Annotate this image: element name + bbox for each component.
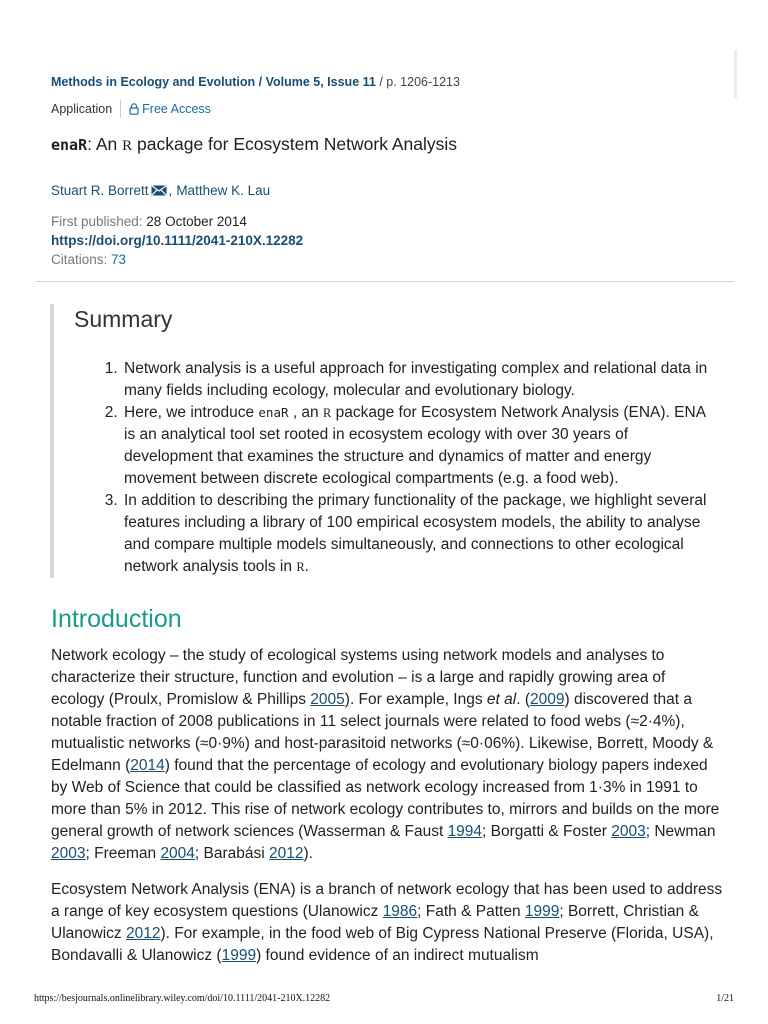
paragraph-text: ). For example, Ings — [344, 691, 487, 708]
paragraph-text: ; Barabási — [194, 845, 270, 862]
free-access-badge — [129, 102, 211, 116]
summary-item-text: package for Ecosystem Network Analysis (ENA). ENA is an analytical tool set rooted in ecosystem ecology with over 30 years of development that examines the structure and dynamics of matter and energy movement between discrete ecological compartments (e.g. a food web). — [124, 404, 706, 487]
breadcrumb-journal-link[interactable]: Methods in Ecology and Evolution — [51, 75, 256, 89]
mail-icon[interactable] — [151, 185, 167, 196]
paragraph-text: ; Fath & Patten — [417, 903, 525, 920]
citation-link[interactable]: 2012 — [125, 925, 161, 942]
citation-link[interactable]: 2009 — [530, 691, 565, 708]
article-title — [51, 134, 457, 155]
intro-paragraph-1 — [51, 645, 723, 865]
first-published-date: 28 October 2014 — [146, 214, 247, 229]
citation-link[interactable]: 2004 — [160, 845, 195, 862]
intro-paragraph-2 — [51, 879, 723, 967]
print-page-number: 1/21 — [716, 993, 734, 1004]
citation-link[interactable]: 1986 — [382, 903, 418, 920]
citation-link[interactable]: 2003 — [611, 823, 646, 840]
first-published-label: First published: — [51, 214, 147, 229]
publication-info — [51, 212, 303, 269]
citation-link[interactable]: 1994 — [447, 823, 483, 840]
paragraph-text: ; Freeman — [85, 845, 161, 862]
title-package-name: enaR — [51, 136, 88, 154]
first-published — [51, 212, 303, 231]
summary-heading: Summary — [74, 306, 173, 332]
paragraph-text: ) discovered that a notable fraction of 2008 publications in 11 select journals were related to food webs (≈2·4%), mutualistic networks (≈0·9%) and host-parasitoid networks (≈0·06%). Likewise, Borrett, Moody & Edelmann ( — [51, 691, 714, 774]
paragraph-text: ). — [303, 845, 313, 862]
summary-section — [50, 304, 714, 578]
summary-item — [122, 490, 714, 578]
breadcrumb-separator: / — [375, 75, 387, 89]
paragraph-text: Network ecology – the study of ecological systems using network models and analyses to characterize their structure, function and evolution – is a large and rapidly growing area of ecology (Proulx, Promislow & Phillips — [51, 647, 666, 708]
summary-item-text: Network analysis is a useful approach for investigating complex and relational data in many fields including ecology, molecular and evolutionary biology. — [124, 360, 708, 399]
breadcrumb-pages: p. 1206-1213 — [386, 75, 460, 89]
citation-link[interactable]: 1999 — [524, 903, 560, 920]
divider — [120, 100, 121, 118]
scrollbar-thumb[interactable] — [734, 50, 737, 98]
package-name: enaR — [258, 405, 289, 420]
article-meta-row — [51, 100, 211, 118]
author-link-lau[interactable]: Matthew K. Lau — [176, 183, 271, 198]
summary-item-text: . — [304, 558, 309, 575]
title-text: : An — [87, 134, 123, 154]
lock-icon — [129, 103, 139, 115]
r-name: R — [322, 406, 332, 420]
breadcrumb-issue-link[interactable]: Volume 5, Issue 11 — [265, 75, 376, 89]
r-name: R — [296, 560, 305, 574]
citations-count-link[interactable]: 73 — [111, 252, 127, 267]
author-separator: , — [168, 183, 173, 198]
summary-item-text: Here, we introduce — [124, 404, 259, 421]
paragraph-text: ; Borrett, Christian & Ulanowicz — [51, 903, 699, 942]
summary-item-text: , an — [288, 404, 323, 421]
title-r-name: R — [122, 138, 133, 154]
introduction-heading: Introduction — [51, 605, 182, 633]
breadcrumb-separator: / — [255, 75, 266, 89]
citation-link[interactable]: 2005 — [310, 691, 345, 708]
breadcrumb — [51, 75, 460, 89]
summary-item — [122, 402, 714, 490]
paragraph-text: ) found that the percentage of ecology and evolutionary biology papers indexed by Web of Science that could be classified as network ecology increased from 1·3% in 1991 to more than 5% in 2012. This rise of network ecology contributes to, mirrors and builds on the more general growth of network sciences (Wasserman & Faust — [51, 757, 720, 840]
author-list — [51, 183, 270, 198]
citations — [51, 250, 303, 269]
summary-list — [54, 358, 714, 578]
citation-link[interactable]: 2012 — [269, 845, 304, 862]
author-link-borrett[interactable]: Stuart R. Borrett — [51, 183, 149, 198]
citation-link[interactable]: 2003 — [51, 845, 86, 862]
title-text: package for Ecosystem Network Analysis — [132, 134, 458, 154]
print-url: https://besjournals.onlinelibrary.wiley.com/doi/10.1111/2041-210X.12282 — [34, 993, 331, 1004]
paragraph-text: ; Borgatti & Foster — [482, 823, 612, 840]
paragraph-text: . ( — [516, 691, 531, 708]
paragraph-text: ). For example, in the food web of Big Cypress National Preserve (Florida, USA), Bondavalli & Ulanowicz ( — [51, 925, 714, 964]
citation-link[interactable]: 2014 — [130, 757, 165, 774]
citations-label: Citations: — [51, 252, 112, 267]
paragraph-text: Ecosystem Network Analysis (ENA) is a branch of network ecology that has been used to address a range of key ecosystem questions (Ulanowicz — [51, 881, 723, 920]
summary-item — [122, 358, 714, 402]
section-divider — [36, 281, 734, 282]
article-type: Application — [51, 102, 113, 116]
free-access-label: Free Access — [142, 102, 211, 116]
citation-link[interactable]: 1999 — [221, 947, 257, 964]
paragraph-text: et al — [486, 691, 517, 708]
paragraph-text: ; Newman — [645, 823, 716, 840]
paragraph-text: ) found evidence of an indirect mutualism — [256, 947, 539, 964]
doi-link[interactable]: https://doi.org/10.1111/2041-210X.12282 — [51, 233, 304, 248]
summary-item-text: In addition to describing the primary functionality of the package, we highlight several features including a library of 100 empirical ecosystem models, the ability to analyse and compare multiple models simultaneously, and connections to other ecological network analysis tools in — [124, 492, 707, 575]
